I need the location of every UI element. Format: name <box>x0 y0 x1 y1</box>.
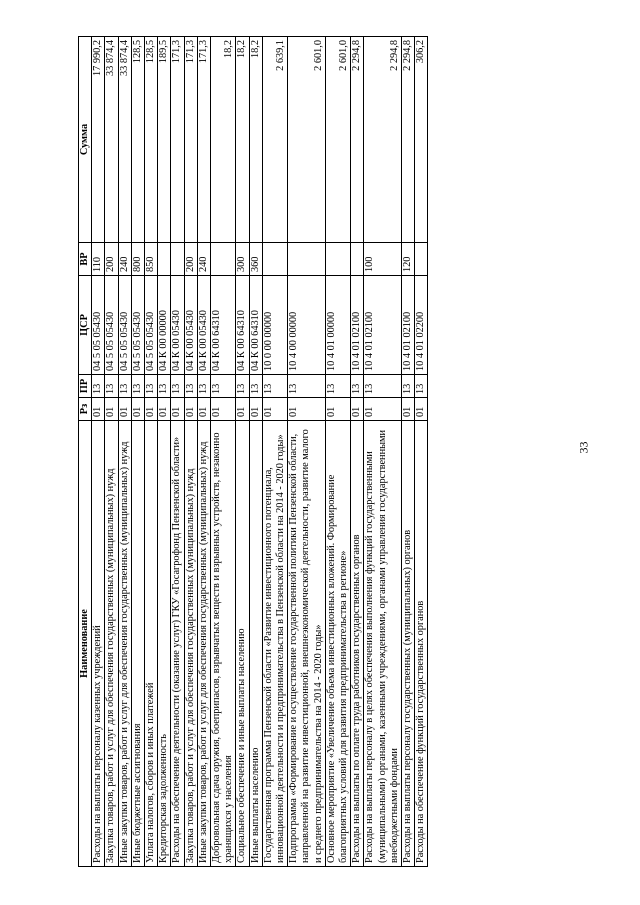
table-row <box>325 37 350 867</box>
cell-sum: 189,5 <box>158 37 171 243</box>
table-row <box>211 37 236 867</box>
cell-sum: 306,2 <box>415 37 428 243</box>
table-row <box>105 37 118 867</box>
page-number: 33 <box>576 441 591 454</box>
cell-rz: 01 <box>92 398 105 421</box>
cell-vr: 110 <box>92 243 105 276</box>
cell-pr: 13 <box>415 375 428 398</box>
cell-vr: 240 <box>197 243 210 276</box>
cell-name: Закупка товаров, работ и услуг для обеспечения государственных (муниципальных) нужд <box>105 421 118 867</box>
cell-pr: 13 <box>402 375 415 398</box>
cell-vr: 240 <box>118 243 131 276</box>
cell-sum: 18,2 <box>211 37 236 243</box>
cell-sum: 33 874,4 <box>105 37 118 243</box>
table-row <box>249 37 262 867</box>
header-vr: ВР <box>79 243 92 276</box>
cell-pr: 13 <box>211 375 236 398</box>
cell-sum: 18,2 <box>236 37 249 243</box>
cell-pr: 13 <box>288 375 326 398</box>
cell-csr: 04 К 00 05430 <box>171 276 184 375</box>
cell-csr: 10 0 00 00000 <box>262 276 287 375</box>
cell-pr: 13 <box>171 375 184 398</box>
cell-rz: 01 <box>415 398 428 421</box>
table-row <box>145 37 158 867</box>
cell-vr <box>171 243 184 276</box>
cell-name: Расходы на обеспечение деятельности (оказание услуг) ГКУ «Госагрофонд Пензенской области» <box>171 421 184 867</box>
cell-pr: 13 <box>197 375 210 398</box>
header-sum: Сумма <box>79 37 92 243</box>
budget-table-container <box>78 37 640 867</box>
cell-sum: 2 294,8 <box>364 37 402 243</box>
cell-name: Расходы на выплаты по оплате труда работников государственных органов <box>351 421 364 867</box>
table-row <box>171 37 184 867</box>
cell-pr: 13 <box>351 375 364 398</box>
cell-rz: 01 <box>249 398 262 421</box>
cell-vr: 100 <box>364 243 402 276</box>
cell-csr: 04 К 00 64310 <box>211 276 236 375</box>
cell-csr: 04 5 05 05430 <box>131 276 144 375</box>
cell-vr <box>325 243 350 276</box>
header-pr: ПР <box>79 375 92 398</box>
cell-pr: 13 <box>325 375 350 398</box>
cell-sum: 2 601,0 <box>325 37 350 243</box>
cell-csr: 04 5 05 05430 <box>145 276 158 375</box>
cell-csr: 04 К 00 64310 <box>236 276 249 375</box>
table-row <box>197 37 210 867</box>
table-row <box>184 37 197 867</box>
cell-name: Иные бюджетные ассигнования <box>131 421 144 867</box>
cell-rz: 01 <box>288 398 326 421</box>
cell-csr: 04 5 05 05430 <box>105 276 118 375</box>
cell-csr: 10 4 01 02100 <box>364 276 402 375</box>
cell-sum: 33 874,4 <box>118 37 131 243</box>
table-row <box>236 37 249 867</box>
cell-name: Расходы на выплаты персоналу казенных учреждений <box>92 421 105 867</box>
cell-csr: 04 5 05 05430 <box>118 276 131 375</box>
cell-rz: 01 <box>364 398 402 421</box>
cell-csr: 10 4 01 02100 <box>402 276 415 375</box>
cell-name: Иные выплаты населению <box>249 421 262 867</box>
cell-rz: 01 <box>262 398 287 421</box>
cell-sum: 171,3 <box>184 37 197 243</box>
cell-sum: 2 294,8 <box>402 37 415 243</box>
cell-rz: 01 <box>402 398 415 421</box>
cell-csr: 10 4 01 02100 <box>351 276 364 375</box>
cell-vr <box>415 243 428 276</box>
cell-pr: 13 <box>236 375 249 398</box>
cell-name: Расходы на обеспечение функций государственных органов <box>415 421 428 867</box>
cell-pr: 13 <box>131 375 144 398</box>
cell-sum: 2 639,1 <box>262 37 287 243</box>
cell-vr: 850 <box>145 243 158 276</box>
cell-vr: 360 <box>249 243 262 276</box>
cell-pr: 13 <box>184 375 197 398</box>
budget-table <box>78 36 428 867</box>
cell-name: Расходы на выплаты персоналу государственных (муниципальных) органов <box>402 421 415 867</box>
cell-name: Основное мероприятие «Увеличение объема инвестиционных вложений. Формирование благоприятных условий для развития предпринимательства в регионе» <box>325 421 350 867</box>
cell-rz: 01 <box>236 398 249 421</box>
cell-vr <box>288 243 326 276</box>
cell-vr: 200 <box>105 243 118 276</box>
header-rz: Рз <box>79 398 92 421</box>
cell-csr: 10 4 01 02200 <box>415 276 428 375</box>
cell-rz: 01 <box>171 398 184 421</box>
header-csr: ЦСР <box>79 276 92 375</box>
cell-name: Расходы на выплаты персоналу в целях обеспечения выполнения функций государственными (муниципальными) органами, казенными учреждениями, органами управления государственными внебюджетными фондами <box>364 421 402 867</box>
cell-pr: 13 <box>158 375 171 398</box>
cell-name: Кредиторская задолженность <box>158 421 171 867</box>
cell-sum: 128,5 <box>131 37 144 243</box>
cell-rz: 01 <box>105 398 118 421</box>
cell-name: Подпрограмма «Формирование и осуществление государственной политики Пензенской области, направленной на развитие инвестиционной, внешнеэкономической деятельности, развитие малого и среднего предпринимательства на 2014 - 2020 годы» <box>288 421 326 867</box>
table-row <box>364 37 402 867</box>
cell-rz: 01 <box>184 398 197 421</box>
cell-vr <box>351 243 364 276</box>
cell-vr <box>262 243 287 276</box>
cell-name: Уплата налогов, сборов и иных платежей <box>145 421 158 867</box>
cell-sum: 18,2 <box>249 37 262 243</box>
cell-rz: 01 <box>197 398 210 421</box>
cell-rz: 01 <box>131 398 144 421</box>
table-row <box>131 37 144 867</box>
cell-name: Закупка товаров, работ и услуг для обеспечения государственных (муниципальных) нужд <box>184 421 197 867</box>
table-row <box>415 37 428 867</box>
cell-csr: 04 К 00 05430 <box>184 276 197 375</box>
cell-name: Добровольная сдача оружия, боеприпасов, взрывчатых веществ и взрывных устройств, незаконно хранящихся у населения <box>211 421 236 867</box>
cell-rz: 01 <box>158 398 171 421</box>
table-row <box>402 37 415 867</box>
cell-rz: 01 <box>325 398 350 421</box>
cell-name: Государственная программа Пензенской области «Развитие инвестиционного потенциала, инновационной деятельности и предпринимательства в Пензенской области на 2014 - 2020 годы» <box>262 421 287 867</box>
cell-rz: 01 <box>211 398 236 421</box>
table-row <box>351 37 364 867</box>
cell-pr: 13 <box>249 375 262 398</box>
cell-rz: 01 <box>145 398 158 421</box>
cell-pr: 13 <box>145 375 158 398</box>
cell-sum: 171,3 <box>171 37 184 243</box>
table-header-row <box>79 37 92 867</box>
table-row <box>262 37 287 867</box>
cell-rz: 01 <box>118 398 131 421</box>
cell-sum: 128,5 <box>145 37 158 243</box>
table-row <box>118 37 131 867</box>
cell-sum: 17 990,2 <box>92 37 105 243</box>
cell-csr: 04 К 00 00000 <box>158 276 171 375</box>
cell-sum: 2 601,0 <box>288 37 326 243</box>
cell-pr: 13 <box>92 375 105 398</box>
table-row <box>288 37 326 867</box>
cell-csr: 04 5 05 05430 <box>92 276 105 375</box>
cell-sum: 171,3 <box>197 37 210 243</box>
cell-name: Иные закупки товаров, работ и услуг для обеспечения государственных (муниципальных) нужд <box>197 421 210 867</box>
cell-vr <box>211 243 236 276</box>
cell-pr: 13 <box>364 375 402 398</box>
cell-csr: 04 К 00 05430 <box>197 276 210 375</box>
cell-sum: 2 294,8 <box>351 37 364 243</box>
cell-csr: 04 К 00 64310 <box>249 276 262 375</box>
cell-vr <box>158 243 171 276</box>
cell-name: Социальное обеспечение и иные выплаты населению <box>236 421 249 867</box>
cell-csr: 10 4 01 00000 <box>325 276 350 375</box>
table-row <box>158 37 171 867</box>
cell-csr: 10 4 00 00000 <box>288 276 326 375</box>
cell-pr: 13 <box>105 375 118 398</box>
cell-vr: 800 <box>131 243 144 276</box>
cell-vr: 300 <box>236 243 249 276</box>
cell-rz: 01 <box>351 398 364 421</box>
cell-vr: 200 <box>184 243 197 276</box>
cell-pr: 13 <box>118 375 131 398</box>
cell-name: Иные закупки товаров, работ и услуг для обеспечения государственных (муниципальных) нужд <box>118 421 131 867</box>
table-row <box>92 37 105 867</box>
cell-vr: 120 <box>402 243 415 276</box>
cell-pr: 13 <box>262 375 287 398</box>
header-name: Наименование <box>79 421 92 867</box>
